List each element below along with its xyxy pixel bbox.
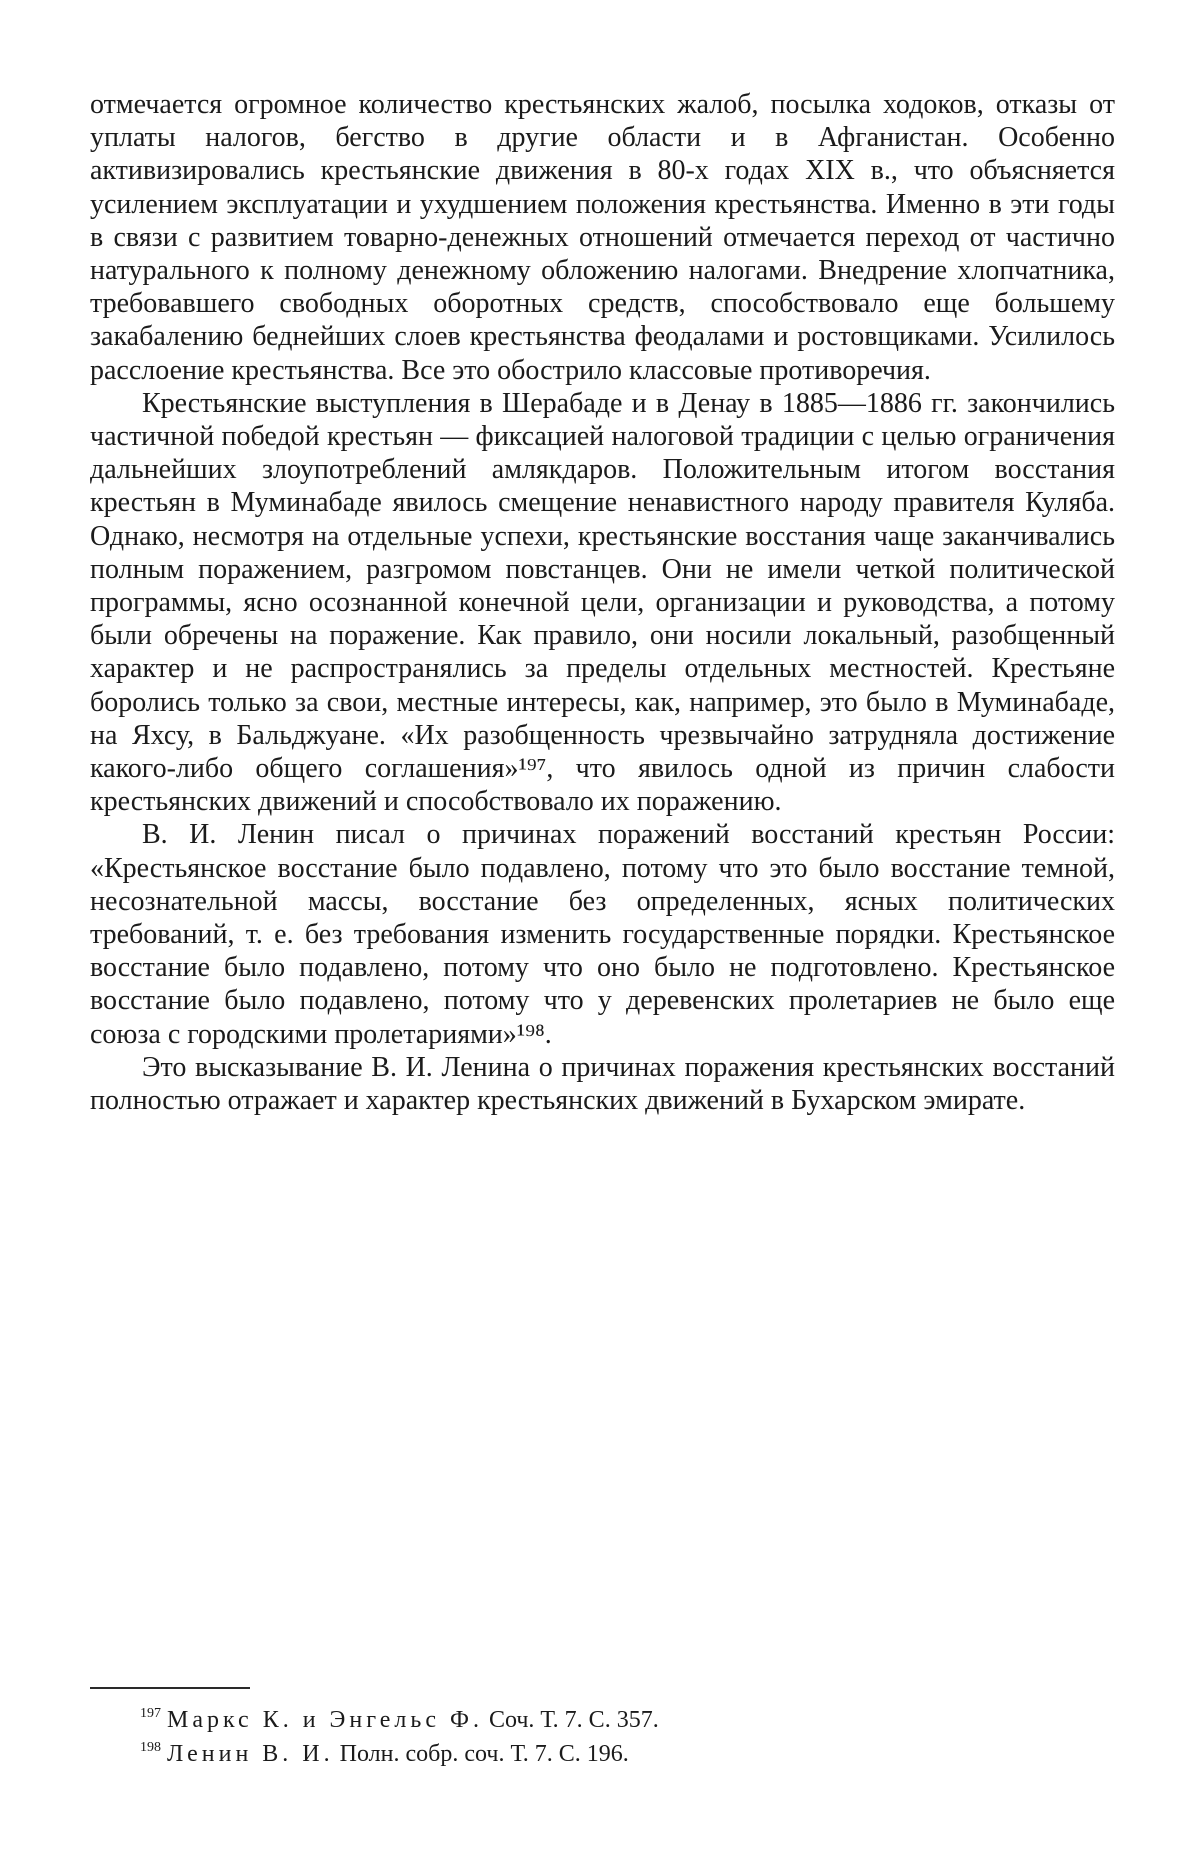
footnotes (140, 1700, 1040, 1768)
paragraph-1: отмечается огромное количество крестьянских жалоб, посылка ходоков, отказы от уплаты налогов, бегство в другие области и в Афганистан. Особенно активизировались крестьянские движения в 80-х годах XIX в., что объясняется усилением эксплуатации и ухудшением положения крестьянства. Именно в эти годы в связи с развитием товарно-денежных отношений отмечается переход от частично натурального к полному денежному обложению налогами. Внедрение хлопчатника, требовавшего свободных оборотных средств, способствовало еще большему закабалению беднейших слоев крестьянства феодалами и ростовщиками. Усилилось расслоение крестьянства. Все это обострило классовые противоречия. (90, 89, 1115, 386)
footnote-divider (90, 1687, 250, 1689)
paragraph-3: В. И. Ленин писал о причинах поражений восстаний крестьян России: «Крестьянское восстание было подавлено, потому что это было восстание темной, несознательной массы, восстание без определенных, ясных политических требований, т. е. без требования изменить государственные порядки. Крестьянское восстание было подавлено, потому что оно было не подготовлено. Крестьянское восстание было подавлено, потому что у деревенских пролетариев не было еще союза с городскими пролетариями»¹⁹⁸. (90, 819, 1115, 1050)
paragraph-2: Крестьянские выступления в Шерабаде и в Денау в 1885—1886 гг. закончились частичной победой крестьян — фиксацией налоговой традиции с целью ограничения дальнейших злоупотреблений амлякдаров. Положительным итогом восстания крестьян в Муминабаде явилось смещение ненавистного народу правителя Куляба. Однако, несмотря на отдельные успехи, крестьянские восстания чаще заканчивались полным поражением, разгромом повстанцев. Они не имели четкой политической программы, ясно осознанной конечной цели, организации и руководства, а потому были обречены на поражение. Как правило, они носили локальный, разобщенный характер и не распространялись за пределы отдельных местностей. Крестьяне боролись только за свои, местные интересы, как, например, это было в Муминабаде, на Яхсу, в Бальджуане. «Их разобщенность чрезвычайно затрудняла достижение какого-либо общего соглашения»¹⁹⁷, что явилось одной из причин слабости крестьянских движений и способствовало их поражению. (90, 387, 1115, 818)
footnote-198 (140, 1734, 1040, 1768)
paragraph-4: Это высказывание В. И. Ленина о причинах поражения крестьянских восстаний полностью отражает и характер крестьянских движений в Бухарском эмирате. (90, 1051, 1115, 1117)
footnote-reference: Полн. собр. соч. Т. 7. С. 196. (339, 1741, 629, 1767)
footnote-number: 197 (140, 1706, 161, 1721)
footnote-197 (140, 1700, 1040, 1734)
footnote-author: Ленин В. И. (167, 1741, 334, 1767)
footnote-reference: Соч. Т. 7. С. 357. (488, 1707, 659, 1733)
footnote-author: Маркс К. и Энгельс Ф. (167, 1707, 483, 1733)
footnote-number: 198 (140, 1740, 161, 1755)
page-body (90, 88, 1115, 1117)
